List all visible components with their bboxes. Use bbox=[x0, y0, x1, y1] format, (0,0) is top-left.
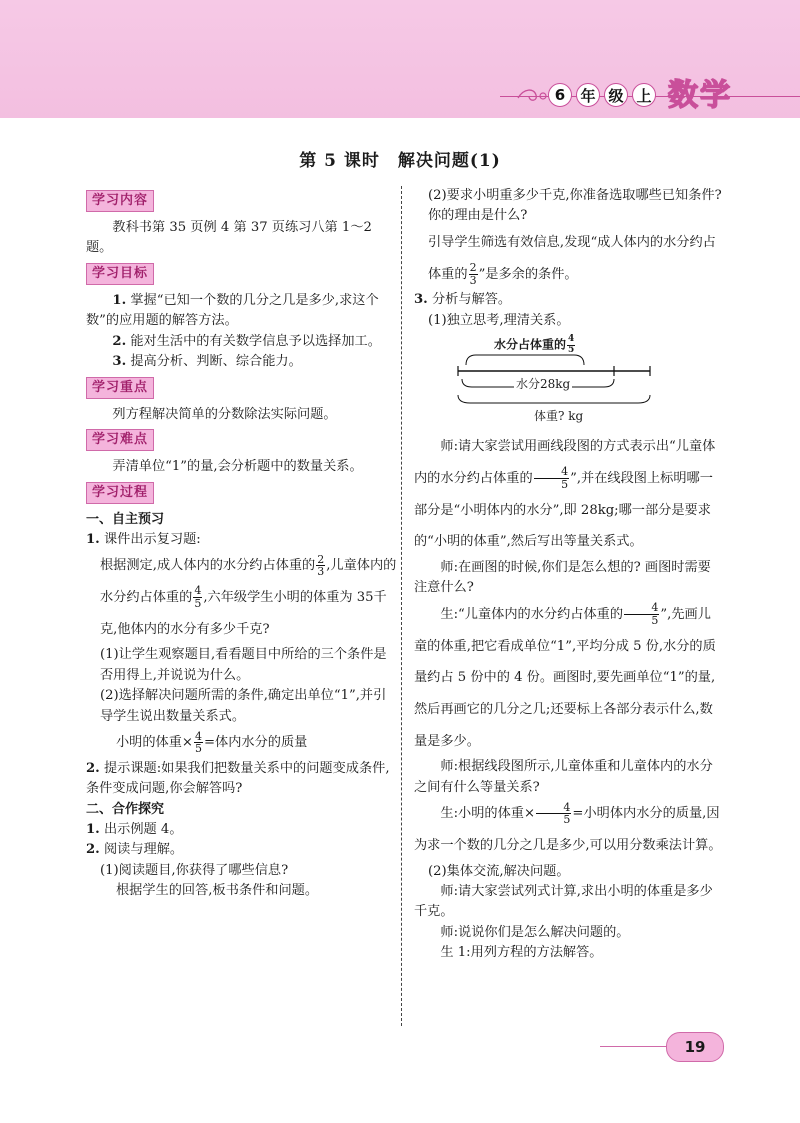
list-item: 1. 课件出示复习题: bbox=[86, 531, 201, 547]
hard-text: 弄清单位“1”的量,会分析题中的数量关系。 bbox=[112, 459, 363, 475]
teacher-text: 师:请大家尝试列式计算,求出小明的体重是多少千克。 bbox=[414, 884, 713, 920]
list-item: 3. 分析与解答。 bbox=[414, 292, 512, 308]
answer-text: 根据学生的回答,板书条件和问题。 bbox=[116, 883, 319, 899]
section-tag-hard: 学习难点 bbox=[86, 429, 154, 451]
fraction: $\frac{4}{5}$ bbox=[568, 334, 575, 355]
page-number: 19 bbox=[666, 1032, 724, 1062]
fraction: $\frac{4}{5}$ bbox=[195, 729, 202, 756]
diagram-label-bottom: 体重? kg bbox=[534, 409, 584, 424]
section-tag-content: 学习内容 bbox=[86, 190, 154, 212]
line-segment-diagram bbox=[454, 335, 654, 427]
student-text: 生:“儿童体内的水分约占体重的 $\frac{4}{5}$ ”,先画儿童的体重,把它看成单位“1”,平均分成 5 份,水分的质量约占 5 份中的 4 份。画图时,要先画单位“1”的量,然后再画它的几分之几;还要标上各部分表示什么,数量是多少。 bbox=[414, 601, 716, 749]
question-item: (2)要求小明重多少千克,你准备选取哪些已知条件?你的理由是什么? bbox=[428, 188, 722, 224]
question-item: (1)独立思考,理清关系。 bbox=[428, 312, 570, 328]
question-item: (1)阅读题目,你获得了哪些信息? bbox=[100, 862, 289, 878]
goal-item: 2. 能对生活中的有关数学信息予以选择加工。 bbox=[112, 333, 381, 349]
diagram-label-top: 水分占体重的 $\frac{4}{5}$ bbox=[494, 334, 575, 355]
guide-text: 引导学生筛选有效信息,发现“成人体内的水分约占体重的 $\frac{2}{3}$ ”是多余的条件。 bbox=[428, 234, 716, 287]
grade-badge bbox=[548, 82, 656, 108]
fraction: $\frac{4}{5}$ bbox=[536, 802, 571, 826]
goal-item: 1. 掌握“已知一个数的几分之几是多少,求这个数”的应用题的解答方法。 bbox=[86, 292, 379, 329]
section-heading: 二、合作探究 bbox=[86, 801, 165, 817]
teacher-text: 师:在画图的时候,你们是怎么想的? 画图时需要注意什么? bbox=[414, 559, 711, 596]
diagram-label-mid: 水分28kg bbox=[514, 375, 572, 394]
right-column bbox=[414, 186, 724, 964]
list-item: 2. 提示课题:如果我们把数量关系中的问题变成条件,条件变成问题,你会解答吗? bbox=[86, 760, 390, 797]
section-tag-goal: 学习目标 bbox=[86, 263, 154, 285]
grade-char: 6 bbox=[548, 83, 572, 107]
goal-item: 3. 提高分析、判断、综合能力。 bbox=[112, 354, 302, 370]
content-text: 教科书第 35 页例 4 第 37 页练习八第 1～2 题。 bbox=[86, 220, 372, 256]
section-tag-key: 学习重点 bbox=[86, 377, 154, 399]
subject-logo: 数学 bbox=[668, 78, 732, 113]
section-tag-process: 学习过程 bbox=[86, 482, 154, 504]
header-band bbox=[0, 0, 800, 118]
question-item: (2)选择解决问题所需的条件,确定出单位“1”,并引导学生说出数量关系式。 bbox=[100, 688, 387, 724]
fraction: $\frac{4}{5}$ bbox=[534, 466, 569, 490]
page-title: 第 5 课时 解决问题(1) bbox=[299, 151, 501, 171]
page-number-line bbox=[600, 1046, 666, 1047]
swirl-decor-icon bbox=[516, 86, 550, 104]
section-heading: 一、自主预习 bbox=[86, 511, 165, 527]
grade-char: 级 bbox=[604, 83, 628, 107]
teacher-text: 师:请大家尝试用画线段图的方式表示出“儿童体内的水分约占体重的 $\frac{4}{5}$ ”,并在线段图上标明哪一部分是“小明体内的水分”,即 28kg;哪一部分是要求的“小明的体重”,然后写出等量关系式。 bbox=[414, 439, 716, 550]
column-divider bbox=[401, 186, 402, 1026]
grade-char: 上 bbox=[632, 83, 656, 107]
fraction: $\frac{4}{5}$ bbox=[194, 584, 202, 610]
student-text: 生:小明的体重× $\frac{4}{5}$ =小明体内水分的质量,因为求一个数的几分之几是多少,可以用分数乘法计算。 bbox=[414, 800, 722, 853]
question-item: (1)让学生观察题目,看看题目中所给的三个条件是否用得上,并说说为什么。 bbox=[100, 647, 387, 683]
key-text: 列方程解决简单的分数除法实际问题。 bbox=[112, 406, 337, 422]
list-item: 1. 出示例题 4。 bbox=[86, 821, 183, 837]
fraction: $\frac{2}{3}$ bbox=[317, 552, 325, 579]
fraction: $\frac{4}{5}$ bbox=[624, 602, 659, 626]
teacher-text: 师:说说你们是怎么解决问题的。 bbox=[440, 924, 630, 940]
formula: 小明的体重× $\frac{4}{5}$ =体内水分的质量 bbox=[116, 729, 308, 756]
left-column bbox=[86, 186, 398, 902]
list-item: 2. 阅读与理解。 bbox=[86, 842, 184, 858]
question-item: (2)集体交流,解决问题。 bbox=[428, 863, 570, 879]
fraction: $\frac{2}{3}$ bbox=[469, 261, 477, 287]
grade-char: 年 bbox=[576, 83, 600, 107]
student-text: 生 1:用列方程的方法解答。 bbox=[440, 945, 603, 961]
review-problem: 根据测定,成人体内的水分约占体重的 $\frac{2}{3}$ ,儿童体内的水分约占体重的 $\frac{4}{5}$ ,六年级学生小明的体重为 35千克,他体内的水分有多少千克? bbox=[100, 552, 397, 637]
teacher-text: 师:根据线段图所示,儿童体重和儿童体内的水分之间有什么等量关系? bbox=[414, 759, 713, 795]
